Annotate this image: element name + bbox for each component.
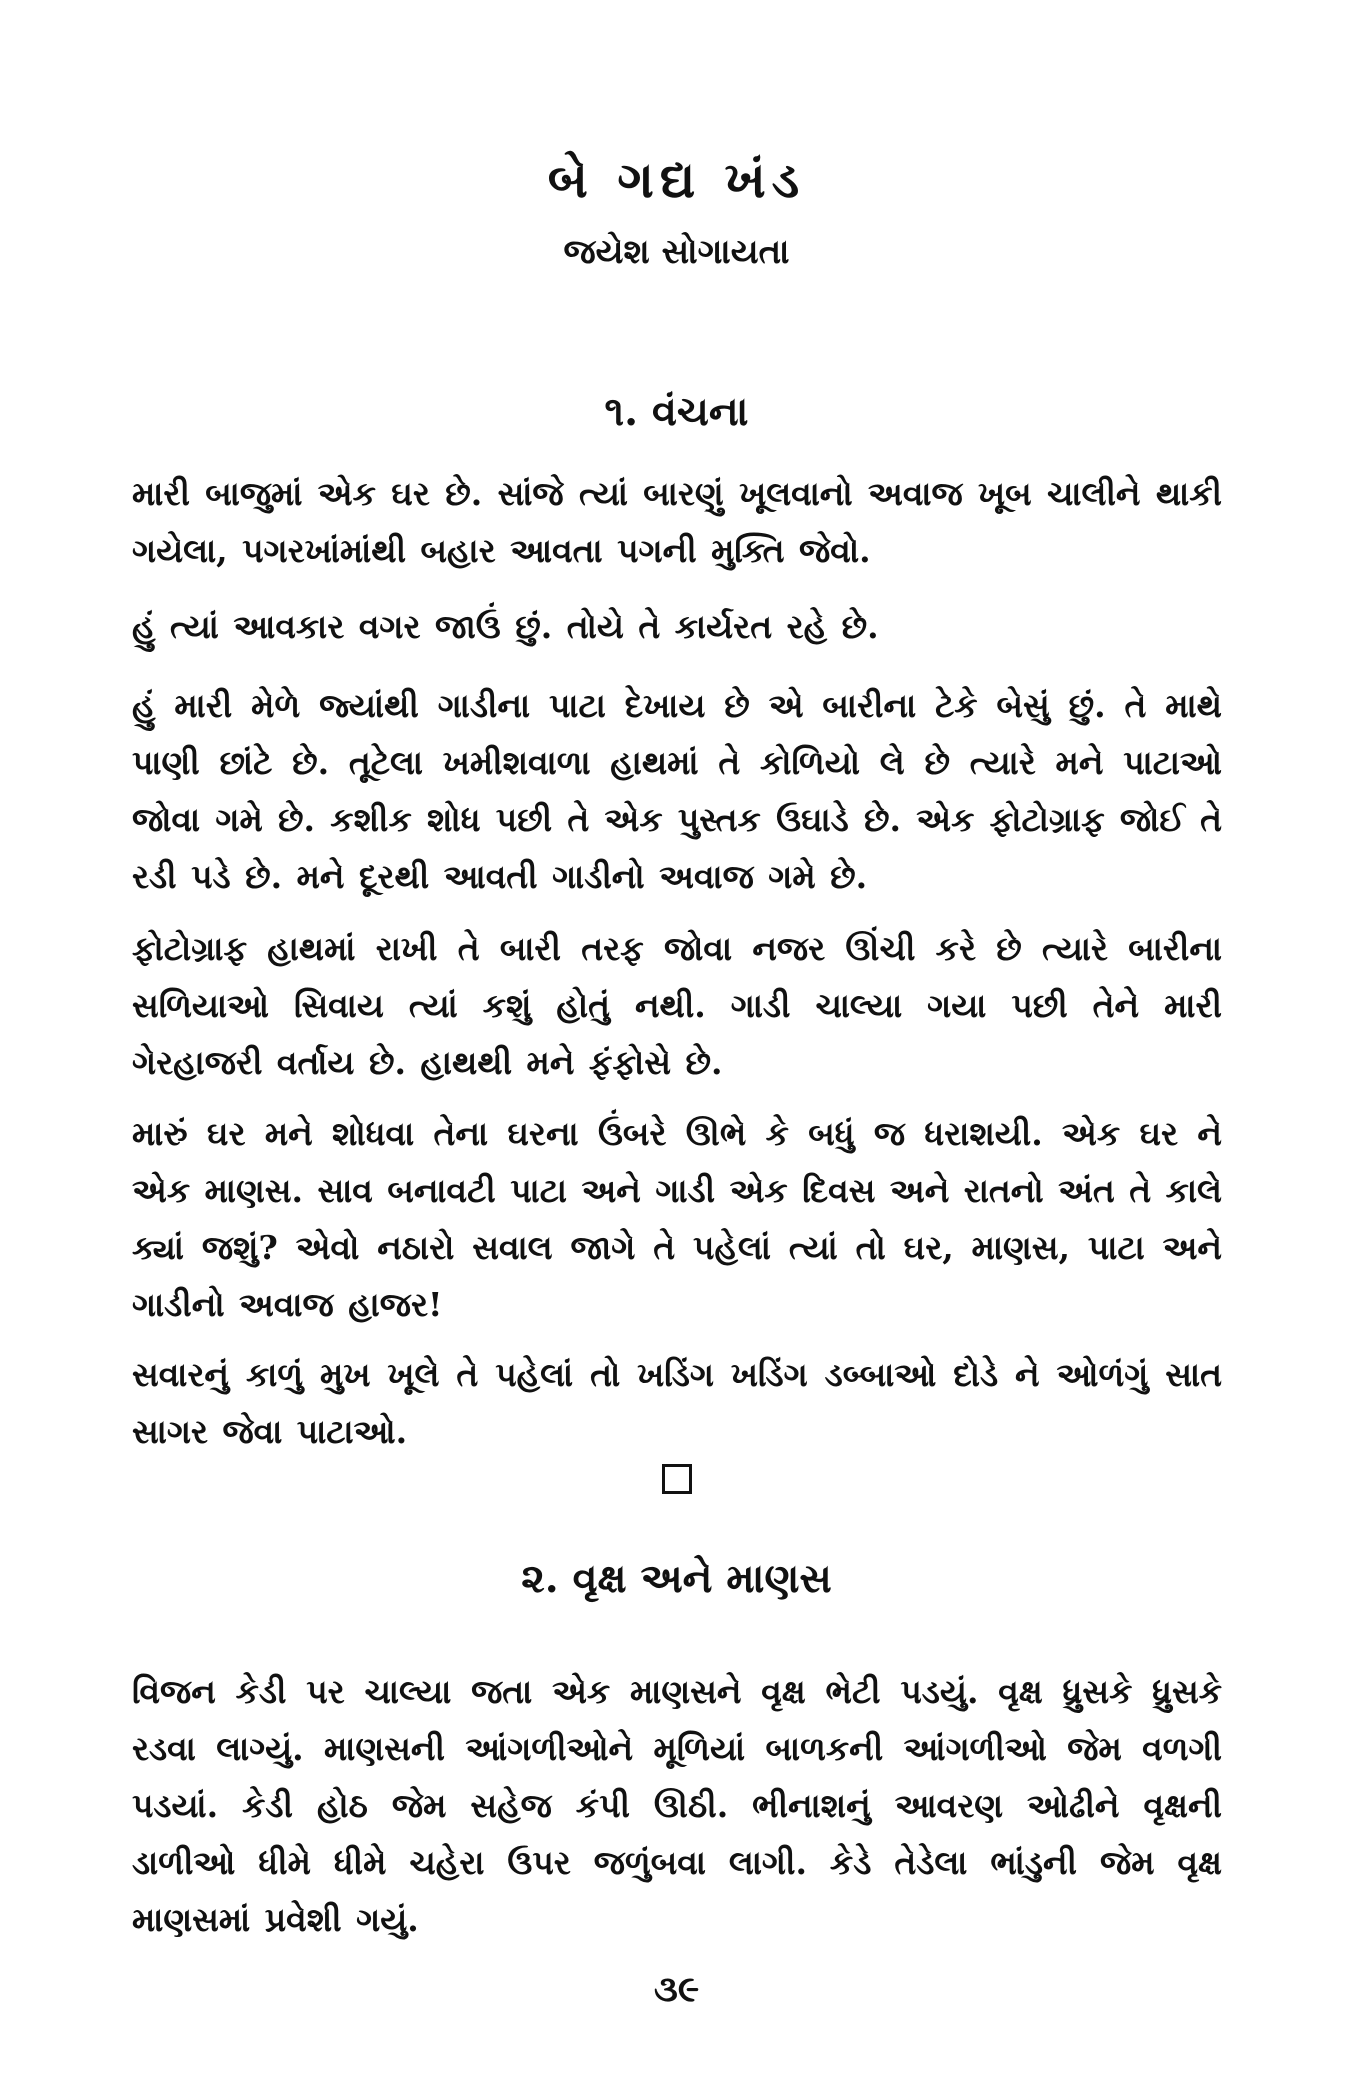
paragraph: હું મારી મેળે જ્યાંથી ગાડીના પાટા દેખાય છે એ બારીના ટેકે બેસું છું. તે માથે પાણી છાંટે છે. તૂટેલા ખમીશવાળા હાથમાં તે કોળિયો લે છે ત્યારે મને પાટાઓ જોવા ગમે છે. કશીક શોધ પછી તે એક પુસ્તક ઉઘાડે છે. એક ફોટોગ્રાફ જોઈ તે રડી પડે છે. મને દૂરથી આવતી ગાડીનો અવાજ ગમે છે. [132, 686, 1222, 896]
section-heading-2: ૨. વૃક્ષ અને માણસ [521, 1555, 832, 1602]
paragraph: સવારનું કાળું મુખ ખૂલે તે પહેલાં તો ખડિંગ ખડિંગ ડબ્બાઓ દોડે ને ઓળંગું સાત સાગર જેવા પાટાઓ. [132, 1355, 1222, 1451]
page-title: બે ગદ્ય ખંડ [547, 150, 806, 209]
section-end-mark [662, 1464, 692, 1494]
section-heading-1: ૧. વંચના [604, 388, 749, 435]
paragraph: મારી બાજુમાં એક ઘર છે. સાંજે ત્યાં બારણું ખૂલવાનો અવાજ ખૂબ ચાલીને થાકી ગયેલા, પગરખાંમાંથી બહાર આવતા પગની મુક્તિ જેવો. [132, 474, 1222, 570]
paragraph: ફોટોગ્રાફ હાથમાં રાખી તે બારી તરફ જોવા નજર ઊંચી કરે છે ત્યારે બારીના સળિયાઓ સિવાય ત્યાં કશું હોતું નથી. ગાડી ચાલ્યા ગયા પછી તેને મારી ગેરહાજરી વર્તાય છે. હાથથી મને ફંફોસે છે. [132, 929, 1222, 1082]
paragraph: મારું ઘર મને શોધવા તેના ઘરના ઉંબરે ઊભે કે બધું જ ધરાશયી. એક ઘર ને એક માણસ. સાવ બનાવટી પાટા અને ગાડી એક દિવસ અને રાતનો અંત તે કાલે ક્યાં જશું? એવો નઠારો સવાલ જાગે તે પહેલાં ત્યાં તો ઘર, માણસ, પાટા અને ગાડીનો અવાજ હાજર! [132, 1114, 1223, 1324]
paragraph: હું ત્યાં આવકાર વગર જાઉં છું. તોયે તે કાર્યરત રહે છે. [132, 607, 879, 646]
page-number: ૩૯ [653, 1968, 700, 2010]
author-name: જયેશ સોગાયતા [563, 232, 790, 272]
paragraph: વિજન કેડી પર ચાલ્યા જતા એક માણસને વૃક્ષ ભેટી પડયું. વૃક્ષ ધ્રુસકે ધ્રુસકે રડવા લાગ્યું. માણસની આંગળીઓને મૂળિયાં બાળકની આંગળીઓ જેમ વળગી પડયાં. કેડી હોઠ જેમ સહેજ કંપી ઊઠી. ભીનાશનું આવરણ ઓઢીને વૃક્ષની ડાળીઓ ધીમે ધીમે ચહેરા ઉપર જળુંબવા લાગી. કેડે તેડેલા ભાંડુની જેમ વૃક્ષ માણસમાં પ્રવેશી ગયું. [132, 1672, 1222, 1939]
